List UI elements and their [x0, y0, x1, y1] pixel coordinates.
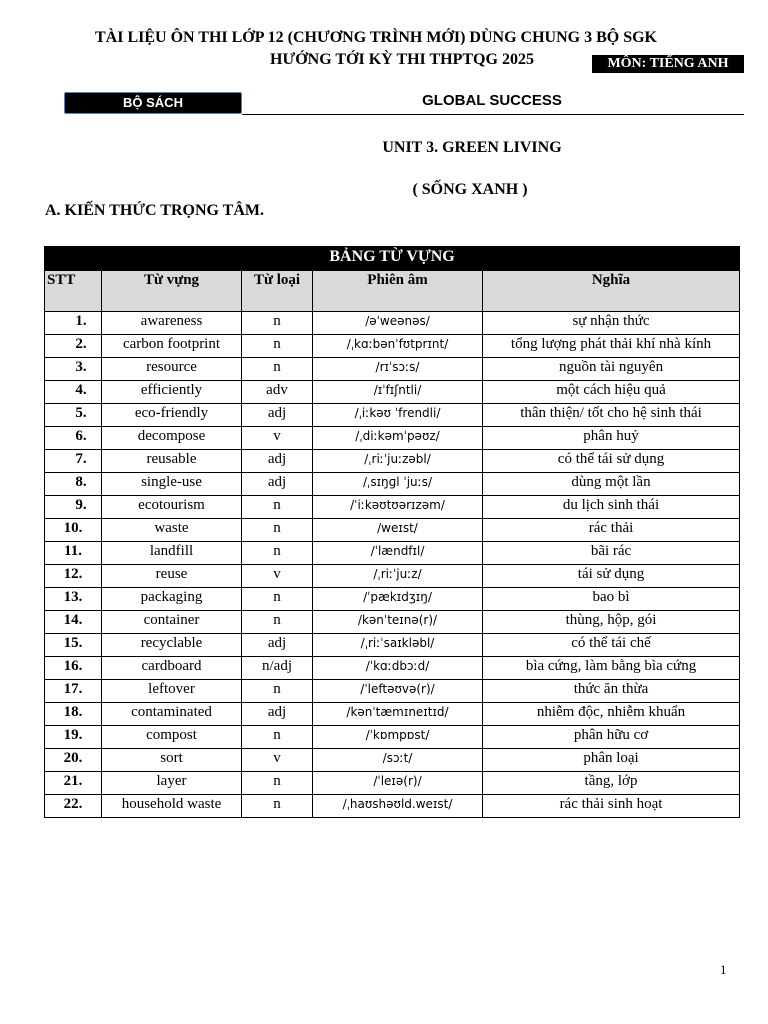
row-number: 17. — [45, 680, 102, 703]
pronunciation: /kənˈtæmɪneɪtɪd/ — [313, 703, 483, 726]
part-of-speech: n — [242, 680, 313, 703]
row-number: 20. — [45, 749, 102, 772]
table-row — [45, 450, 740, 473]
part-of-speech: v — [242, 565, 313, 588]
word: efficiently — [102, 381, 242, 404]
meaning: bao bì — [483, 588, 740, 611]
table-row — [45, 565, 740, 588]
table-row — [45, 335, 740, 358]
meaning: thân thiện/ tốt cho hệ sinh thái — [483, 404, 740, 427]
part-of-speech: adj — [242, 634, 313, 657]
meaning: một cách hiệu quả — [483, 381, 740, 404]
part-of-speech: v — [242, 749, 313, 772]
meaning: nguồn tài nguyên — [483, 358, 740, 381]
word: contaminated — [102, 703, 242, 726]
column-header-meaning: Nghĩa — [483, 271, 740, 312]
column-header-part-of-speech: Từ loại — [242, 271, 313, 312]
row-number: 18. — [45, 703, 102, 726]
meaning: sự nhận thức — [483, 312, 740, 335]
pronunciation: /ˈleɪə(r)/ — [313, 772, 483, 795]
table-title: BẢNG TỪ VỰNG — [45, 247, 740, 271]
pronunciation: /ˈleftəʊvə(r)/ — [313, 680, 483, 703]
table-row — [45, 634, 740, 657]
word: landfill — [102, 542, 242, 565]
word: waste — [102, 519, 242, 542]
meaning: tổng lượng phát thải khí nhà kính — [483, 335, 740, 358]
pronunciation: /ˈkɑːdbɔːd/ — [313, 657, 483, 680]
table-row — [45, 588, 740, 611]
meaning: thức ăn thừa — [483, 680, 740, 703]
pronunciation: /ˌiːkəʊ ˈfrendli/ — [313, 404, 483, 427]
word: eco-friendly — [102, 404, 242, 427]
word: reusable — [102, 450, 242, 473]
pronunciation: /ˌkɑːbənˈfʊtprɪnt/ — [313, 335, 483, 358]
table-row — [45, 703, 740, 726]
row-number: 19. — [45, 726, 102, 749]
meaning: bìa cứng, làm bằng bìa cứng — [483, 657, 740, 680]
pronunciation: /ˌriːˈjuːzəbl/ — [313, 450, 483, 473]
document-header-line2: HƯỚNG TỚI KỲ THI THPTQG 2025 — [270, 51, 534, 68]
row-number: 7. — [45, 450, 102, 473]
pronunciation: /ˌriːˈjuːz/ — [313, 565, 483, 588]
unit-vietnamese-title: ( SỐNG XANH ) — [412, 181, 528, 198]
meaning: phân hữu cơ — [483, 726, 740, 749]
table-row — [45, 404, 740, 427]
part-of-speech: n — [242, 335, 313, 358]
book-series-bar — [64, 90, 744, 114]
row-number: 4. — [45, 381, 102, 404]
meaning: rác thải — [483, 519, 740, 542]
pronunciation: /ˈpækɪdʒɪŋ/ — [313, 588, 483, 611]
row-number: 1. — [45, 312, 102, 335]
meaning: tái sử dụng — [483, 565, 740, 588]
row-number: 8. — [45, 473, 102, 496]
meaning: rác thải sinh hoạt — [483, 795, 740, 818]
part-of-speech: n — [242, 358, 313, 381]
word: sort — [102, 749, 242, 772]
word: cardboard — [102, 657, 242, 680]
subject-badge: MÔN: TIẾNG ANH — [592, 55, 744, 73]
row-number: 22. — [45, 795, 102, 818]
meaning: du lịch sinh thái — [483, 496, 740, 519]
pronunciation: /ˌriːˈsaɪkləbl/ — [313, 634, 483, 657]
pronunciation: /kənˈteɪnə(r)/ — [313, 611, 483, 634]
row-number: 3. — [45, 358, 102, 381]
row-number: 10. — [45, 519, 102, 542]
word: container — [102, 611, 242, 634]
series-underline — [242, 114, 744, 115]
row-number: 16. — [45, 657, 102, 680]
part-of-speech: n — [242, 542, 313, 565]
part-of-speech: n/adj — [242, 657, 313, 680]
word: ecotourism — [102, 496, 242, 519]
table-row — [45, 427, 740, 450]
table-row — [45, 519, 740, 542]
table-row — [45, 726, 740, 749]
book-label: BỘ SÁCH — [64, 92, 242, 114]
table-row — [45, 611, 740, 634]
pronunciation: /ˌsɪŋɡl ˈjuːs/ — [313, 473, 483, 496]
pronunciation: /ˌhaʊshəʊld.weɪst/ — [313, 795, 483, 818]
row-number: 12. — [45, 565, 102, 588]
table-row — [45, 381, 740, 404]
meaning: có thể tái chế — [483, 634, 740, 657]
row-number: 9. — [45, 496, 102, 519]
row-number: 13. — [45, 588, 102, 611]
word: household waste — [102, 795, 242, 818]
meaning: thùng, hộp, gói — [483, 611, 740, 634]
pronunciation: /sɔːt/ — [313, 749, 483, 772]
part-of-speech: adj — [242, 450, 313, 473]
word: layer — [102, 772, 242, 795]
word: reuse — [102, 565, 242, 588]
section-a-heading: A. KIẾN THỨC TRỌNG TÂM. — [45, 202, 264, 219]
column-header-word: Từ vựng — [102, 271, 242, 312]
table-row — [45, 496, 740, 519]
row-number: 5. — [45, 404, 102, 427]
table-row — [45, 542, 740, 565]
part-of-speech: adj — [242, 473, 313, 496]
unit-title: UNIT 3. GREEN LIVING — [382, 139, 562, 156]
row-number: 2. — [45, 335, 102, 358]
meaning: phân loại — [483, 749, 740, 772]
document-header-line1: TÀI LIỆU ÔN THI LỚP 12 (CHƯƠNG TRÌNH MỚI) DÙNG CHUNG 3 BỘ SGK — [95, 29, 657, 46]
pronunciation: /ˈlændfɪl/ — [313, 542, 483, 565]
word: decompose — [102, 427, 242, 450]
book-series-title: GLOBAL SUCCESS — [422, 92, 562, 109]
word: resource — [102, 358, 242, 381]
pronunciation: /ˈiːkəʊtʊərɪzəm/ — [313, 496, 483, 519]
word: packaging — [102, 588, 242, 611]
meaning: có thể tái sử dụng — [483, 450, 740, 473]
column-header-pronunciation: Phiên âm — [313, 271, 483, 312]
part-of-speech: adj — [242, 703, 313, 726]
part-of-speech: n — [242, 519, 313, 542]
row-number: 15. — [45, 634, 102, 657]
pronunciation: /əˈweənəs/ — [313, 312, 483, 335]
table-row — [45, 657, 740, 680]
vocabulary-table-body — [45, 312, 740, 818]
table-row — [45, 749, 740, 772]
word: compost — [102, 726, 242, 749]
row-number: 6. — [45, 427, 102, 450]
word: awareness — [102, 312, 242, 335]
table-row — [45, 772, 740, 795]
part-of-speech: v — [242, 427, 313, 450]
row-number: 21. — [45, 772, 102, 795]
part-of-speech: n — [242, 496, 313, 519]
word: leftover — [102, 680, 242, 703]
pronunciation: /ɪˈfɪʃntli/ — [313, 381, 483, 404]
part-of-speech: n — [242, 611, 313, 634]
column-header-stt: STT — [45, 271, 102, 312]
part-of-speech: n — [242, 588, 313, 611]
part-of-speech: n — [242, 772, 313, 795]
row-number: 14. — [45, 611, 102, 634]
pronunciation: /ˈkɒmpɒst/ — [313, 726, 483, 749]
meaning: tầng, lớp — [483, 772, 740, 795]
vocabulary-table — [44, 246, 740, 818]
pronunciation: /weɪst/ — [313, 519, 483, 542]
part-of-speech: adj — [242, 404, 313, 427]
word: single-use — [102, 473, 242, 496]
meaning: phân huỷ — [483, 427, 740, 450]
part-of-speech: n — [242, 312, 313, 335]
part-of-speech: adv — [242, 381, 313, 404]
word: carbon footprint — [102, 335, 242, 358]
table-row — [45, 312, 740, 335]
page-number: 1 — [720, 962, 727, 977]
table-row — [45, 795, 740, 818]
table-row — [45, 358, 740, 381]
pronunciation: /rɪˈsɔːs/ — [313, 358, 483, 381]
pronunciation: /ˌdiːkəmˈpəʊz/ — [313, 427, 483, 450]
word: recyclable — [102, 634, 242, 657]
meaning: bãi rác — [483, 542, 740, 565]
table-row — [45, 473, 740, 496]
row-number: 11. — [45, 542, 102, 565]
part-of-speech: n — [242, 726, 313, 749]
meaning: nhiễm độc, nhiễm khuẩn — [483, 703, 740, 726]
meaning: dùng một lần — [483, 473, 740, 496]
table-row — [45, 680, 740, 703]
part-of-speech: n — [242, 795, 313, 818]
